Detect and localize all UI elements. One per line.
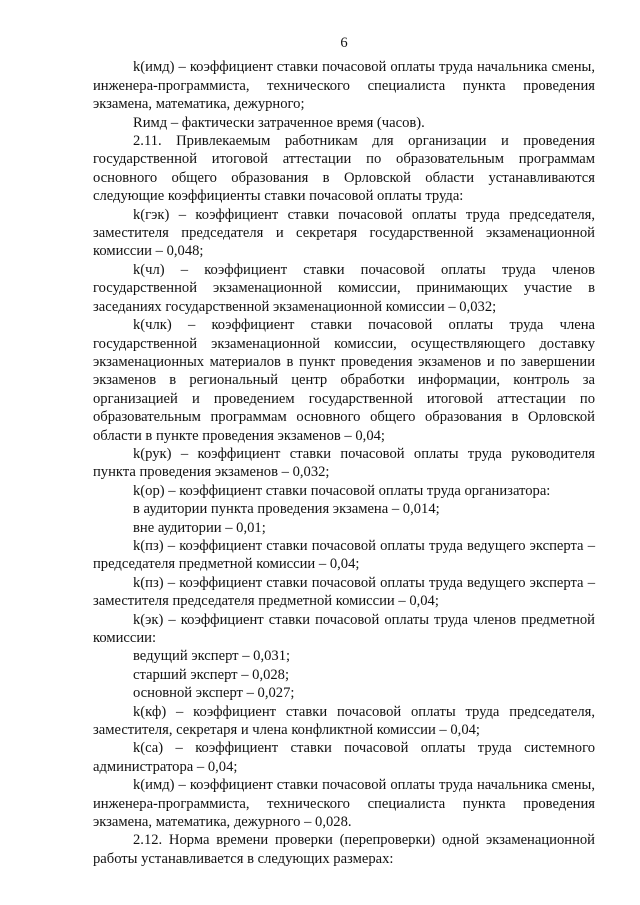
paragraph-k-imd-definition: k(имд) – коэффициент ставки почасовой оплаты труда начальника смены, инженера-программиста, технического специалиста пункта проведения экзамена, математика, дежурного; (93, 59, 595, 113)
list-item-lead-expert: ведущий эксперт – 0,031; (133, 648, 291, 665)
paragraph-2-12: 2.12. Норма времени проверки (перепроверки) одной экзаменационной работы устанавливается в следующих размерах: (93, 832, 595, 867)
page-number: 6 (340, 35, 348, 51)
paragraph-k-gek: k(гэк) – коэффициент ставки почасовой оплаты труда председателя, заместителя председателя и секретаря государственной экзаменационной комиссии – 0,048; (93, 206, 595, 260)
paragraph-k-imd-rate: k(имд) – коэффициент ставки почасовой оплаты труда начальника смены, инженера-программиста, технического специалиста пункта проведения экзамена, математика, дежурного – 0,028. (93, 777, 595, 831)
paragraph-k-ruk: k(рук) – коэффициент ставки почасовой оплаты труда руководителя пункта проведения экзаменов – 0,032; (93, 445, 595, 481)
paragraph-k-chl: k(чл) – коэффициент ставки почасовой оплаты труда членов государственной экзаменационной комиссии, принимающих участие в заседаниях государственной экзаменационной комиссии – 0,032; (93, 261, 595, 315)
list-item-outside-auditorium: вне аудитории – 0,01; (133, 519, 266, 536)
list-item-main-expert: основной эксперт – 0,027; (133, 685, 295, 702)
paragraph-k-pz-chair: k(пз) – коэффициент ставки почасовой оплаты труда ведущего эксперта – председателя предметной комиссии – 0,04; (93, 537, 595, 573)
paragraph-k-pz-deputy: k(пз) – коэффициент ставки почасовой оплаты труда ведущего эксперта – заместителя председателя предметной комиссии – 0,04; (93, 574, 595, 610)
paragraph-k-sa: k(са) – коэффициент ставки почасовой оплаты труда системного администратора – 0,04; (93, 740, 595, 775)
paragraph-k-kf: k(кф) – коэффициент ставки почасовой оплаты труда председателя, заместителя, секретаря и члена конфликтной комиссии – 0,04; (93, 703, 595, 739)
list-item-in-auditorium: в аудитории пункта проведения экзамена – 0,014; (133, 501, 440, 518)
paragraph-r-imd-definition: Rимд – фактически затраченное время (часов). (133, 114, 425, 131)
list-item-senior-expert: старший эксперт – 0,028; (133, 666, 290, 683)
paragraph-k-chlk: k(члк) – коэффициент ставки почасовой оплаты труда члена государственной экзаменационной комиссии, осуществляющего доставку экзаменационных материалов в пункт проведения экзаменов и по завершении экзаменов в региональный центр обработки информации, контроль за организацией и проведением государственной итоговой аттестации по образовательным программам основного общего образования в Орловской области в пункте проведения экзаменов – 0,04; (93, 317, 595, 444)
paragraph-k-ek: k(эк) – коэффициент ставки почасовой оплаты труда членов предметной комиссии: (93, 611, 595, 646)
paragraph-k-or: k(ор) – коэффициент ставки почасовой оплаты труда организатора: (133, 482, 551, 499)
paragraph-2-11: 2.11. Привлекаемым работникам для организации и проведения государственной итоговой аттестации по образовательным программам основного общего образования в Орловской области устанавливаются следующие коэффициенты ставки почасовой оплаты труда: (93, 133, 595, 205)
